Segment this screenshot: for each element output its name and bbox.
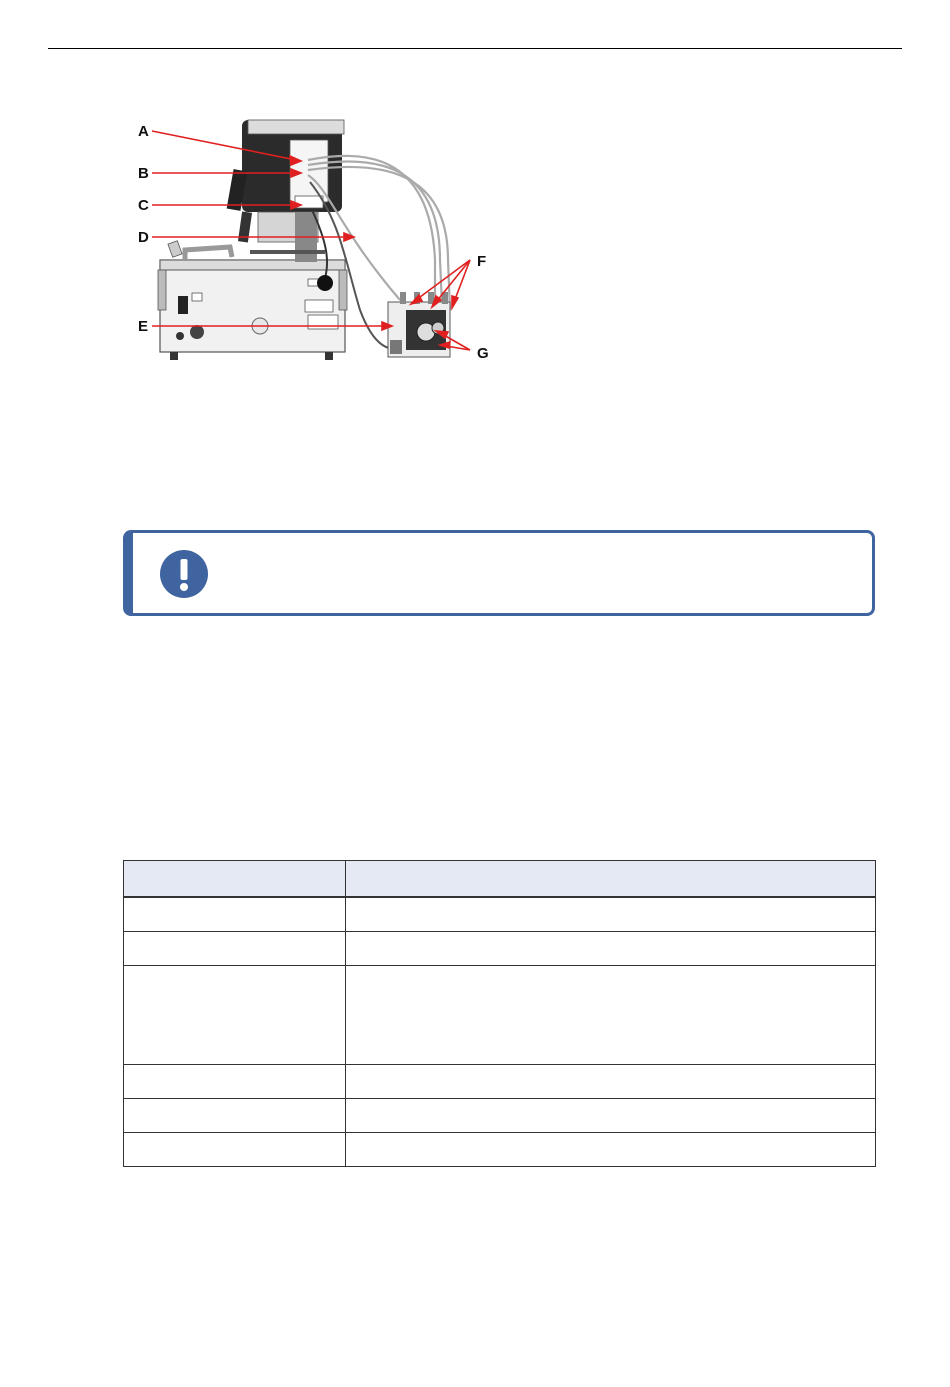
table-cell <box>124 897 346 932</box>
table-row <box>124 932 876 966</box>
base-cabinet <box>158 241 347 360</box>
callout-g: G <box>477 345 489 362</box>
table-cell <box>124 1133 346 1167</box>
table-row <box>124 1099 876 1133</box>
exclamation-icon <box>159 549 209 599</box>
table-header-cell <box>124 861 346 898</box>
callout-d: D <box>138 229 149 246</box>
table-header-row <box>124 861 876 898</box>
table-header-cell <box>346 861 876 898</box>
callout-a: A <box>138 123 149 140</box>
table-cell <box>346 1133 876 1167</box>
table-cell <box>124 932 346 966</box>
drive-head <box>227 120 344 262</box>
table-cell <box>346 966 876 1065</box>
table-row <box>124 1065 876 1099</box>
callout-c: C <box>138 197 149 214</box>
table-row <box>124 966 876 1065</box>
equipment-figure <box>130 110 500 375</box>
table-cell <box>124 1065 346 1099</box>
table-cell <box>346 897 876 932</box>
table-row <box>124 1133 876 1167</box>
header-rule <box>48 48 902 49</box>
callout-e: E <box>138 318 149 335</box>
table-cell <box>346 1065 876 1099</box>
parts-table <box>123 860 876 1167</box>
table-cell <box>346 1099 876 1133</box>
table-row <box>124 897 876 932</box>
table-cell <box>124 966 346 1065</box>
important-note <box>123 530 875 616</box>
callout-f: F <box>477 253 487 270</box>
table-cell <box>124 1099 346 1133</box>
table-cell <box>346 932 876 966</box>
callout-b: B <box>138 165 149 182</box>
